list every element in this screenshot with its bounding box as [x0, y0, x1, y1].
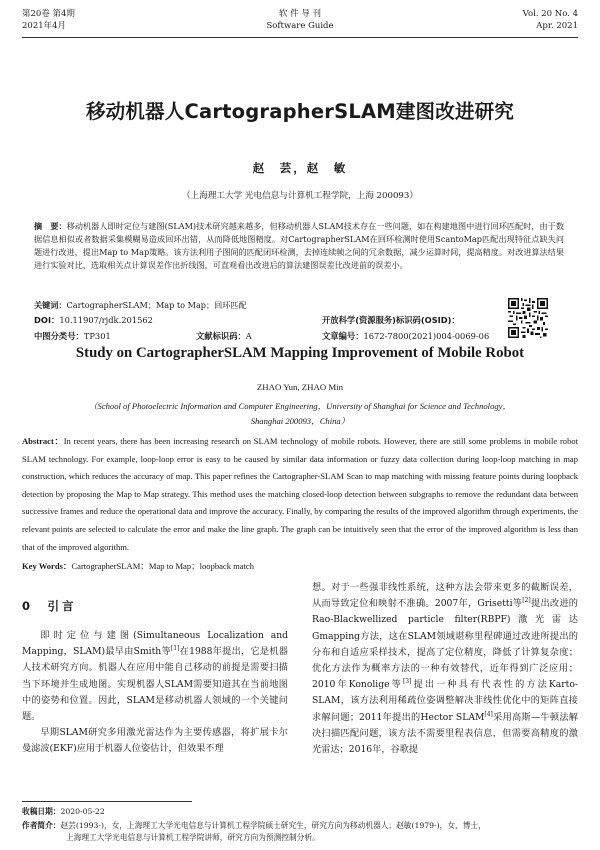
doi-label: DOI： — [34, 315, 60, 325]
authors-zh: 赵 芸，赵 敏 — [252, 161, 348, 175]
doi-value[interactable]: 10.11907/rjdk.201562 — [59, 315, 153, 325]
bio-label: 作者简介： — [22, 821, 61, 830]
article-no-value: 1672-7800(2021)004-0069-06 — [363, 331, 490, 341]
article-number — [322, 330, 489, 342]
bio-text-cont: 上海理工大学光电信息与计算机工程学院讲师，研究方向为预测控制分析。 — [66, 833, 320, 842]
header-journal — [22, 8, 578, 32]
footnote-rule — [22, 801, 192, 802]
abstract-zh — [34, 220, 564, 272]
footnote-received — [22, 806, 578, 818]
code-value: A — [245, 331, 252, 341]
citation-ref[interactable]: [4] — [484, 710, 493, 718]
received-label: 收稿日期： — [22, 807, 61, 816]
header-journal-zh: 软 件 导 刊 — [278, 9, 322, 19]
header-rule — [22, 37, 578, 38]
document-code — [196, 330, 252, 342]
section-heading: 0 引言 — [22, 599, 77, 613]
authors-en: ZHAO Yun, ZHAO Min — [256, 382, 344, 392]
header-vol-no: Vol. 20 No. 4 — [522, 9, 578, 19]
keywords-en-label: Key Words： — [22, 561, 72, 571]
bio-text: 赵芸(1993-)，女，上海理工大学光电信息与计算机工程学院硕士研究生，研究方向为移动机器人；赵敏(1979-)，女，博士， — [60, 821, 486, 830]
osid-label: 开放科学(资源服务)标识码(OSID)： — [322, 315, 460, 325]
body-column-right — [312, 580, 578, 758]
keywords-zh — [34, 299, 504, 311]
abstract-en-label: Abstract： — [22, 436, 64, 446]
article-no-label: 文章编号： — [322, 331, 364, 341]
citation-ref[interactable]: [1] — [170, 645, 180, 653]
running-header — [22, 8, 578, 38]
keywords-zh-text: CartographerSLAM；Map to Map；回环匹配 — [66, 300, 247, 310]
header-date-en: Apr. 2021 — [536, 21, 578, 31]
paragraph-text: 提出改进的Rao-Blackwellized particle filter(RBPF)激光雷达Gmapping方法，这在SLAM领域堪称里程碑通过改进所提出的分布和自适应采样技术，提高了定位精度，降低了计算复杂度；优化方法作为概率方法的一种有效替代，近年得到广泛应用；2010年Konolige等 — [312, 598, 578, 691]
abstract-zh-text: 移动机器人即时定位与建图(SLAM)技术研究越来越多，但移动机器人SLAM技术存在一些问题，如在构建地图中进行回环匹配时，由于数据信息相似或者数据采集模糊易造成回环出错，从而降低地图精度。对CartographerSLAM在回环检测时使用ScantoMap匹配出现特征点缺失问题进行改进，提出Map to Map策略。该方法利用子图间的匹配闭环检测，去掉连续帧之间的冗余数据，减少运算时间，提高精度。对改进算法结果进行实验对比，选取相关点计算误差作出折线图，可直观看出改进后的算法建图误差比改进前的误差小。 — [34, 221, 564, 271]
paragraph — [312, 580, 578, 758]
abstract-en-text: In recent years, there has been increasing research on SLAM technology of mobile robots. However, there are still some problems in mobile robot SLAM technology. For example, loop-loop error is easy to be caused by similar data information or fuzzy data collection during loop-loop matching in map construction, which reduces the accuracy of map. This paper refines the Cartographer-SLAM Scan to map matching with missing feature points during loopback detection by proposing the Map to Map strategy. This method uses the matching closed-loop detection between subgraphs to remove the redundant data between successive frames and reduce the operational data and improve the accuracy. Finally, by comparing the results of the improved algorithm through experiments, the relevant points are selected to calculate the error and make the line graph. The graph can be intuitively seen that the error of the improved algorithm is less than that of the improved algorithm. — [22, 436, 579, 552]
paragraph — [22, 628, 288, 725]
abstract-en — [22, 433, 578, 556]
paragraph-text: 采用高斯—牛顿法解决扫描匹配问题，该方法不需要里程表信息，但需要高精度的激光雷达；2016年，谷歌提 — [312, 711, 578, 756]
abstract-zh-label: 摘 要： — [34, 221, 67, 231]
title-en: Study on CartographerSLAM Mapping Improvement of Mobile Robot — [75, 345, 525, 361]
clc-label: 中图分类号： — [34, 331, 84, 341]
paragraph-text: 在1988年提出，它是机器人技术研究方向。机器人在应用中能自己移动的前提是需要扫描当下环境并生成地图。实现机器人SLAM需要知道其在当前地图中的姿势和位置。因此，SLAM是移动机器人领域的一个关键问题。 — [22, 646, 288, 723]
header-date-zh: 2021年4月 — [22, 21, 67, 31]
header-volume-issue: 第20卷 第4期 — [22, 9, 75, 19]
doi — [34, 314, 153, 326]
affiliation-zh: （上海理工大学 光电信息与计算机工程学院，上海 200093） — [182, 191, 418, 201]
paragraph-text: 即时定位与建图(Simultaneous Localization and Mapping，SLAM)最早由Smith等 — [22, 630, 288, 658]
keywords-zh-label: 关键词： — [34, 300, 67, 310]
paragraph — [22, 725, 288, 757]
clc-value: TP301 — [83, 331, 111, 341]
footnote-bio — [22, 820, 578, 844]
paragraph-text: 提出一种具有代表性的方法Karto-SLAM，该方法利用稀疏位姿调整解决非线性优化中的矩阵直接求解问题；2011年提出的Hector SLAM — [312, 679, 578, 723]
title-zh: 移动机器人CartographerSLAM建图改进研究 — [85, 100, 515, 123]
received-date: 2020-05-22 — [60, 807, 105, 816]
keywords-en — [22, 560, 578, 572]
clc-number — [34, 330, 111, 342]
paragraph-text: 想。对于一些强非线性系统，这种方法会带来更多的截断误差，从而导致定位和映射不准确。2007年，Grisetti等 — [312, 582, 578, 610]
keywords-en-text: CartographerSLAM；Map to Map；loopback match — [71, 561, 254, 571]
code-label: 文献标识码： — [196, 331, 246, 341]
osid — [322, 314, 460, 326]
citation-ref[interactable]: [2] — [522, 597, 531, 605]
paragraph-text: 早期SLAM研究多用激光雷达作为主要传感器，将扩展卡尔曼滤波(EKF)应用于机器人位姿估计，但效果不理 — [22, 727, 288, 755]
affiliation-en: （School of Photoelectric Information and Computer Engineering，University of Shanghai for Science and Technology，Shanghai 200093，China） — [88, 401, 512, 426]
qr-code-icon[interactable] — [508, 298, 548, 338]
header-journal-en: Software Guide — [266, 21, 334, 31]
body-column-left — [22, 628, 288, 758]
header-volume-en — [523, 8, 578, 32]
citation-ref[interactable]: [3] — [402, 678, 412, 686]
